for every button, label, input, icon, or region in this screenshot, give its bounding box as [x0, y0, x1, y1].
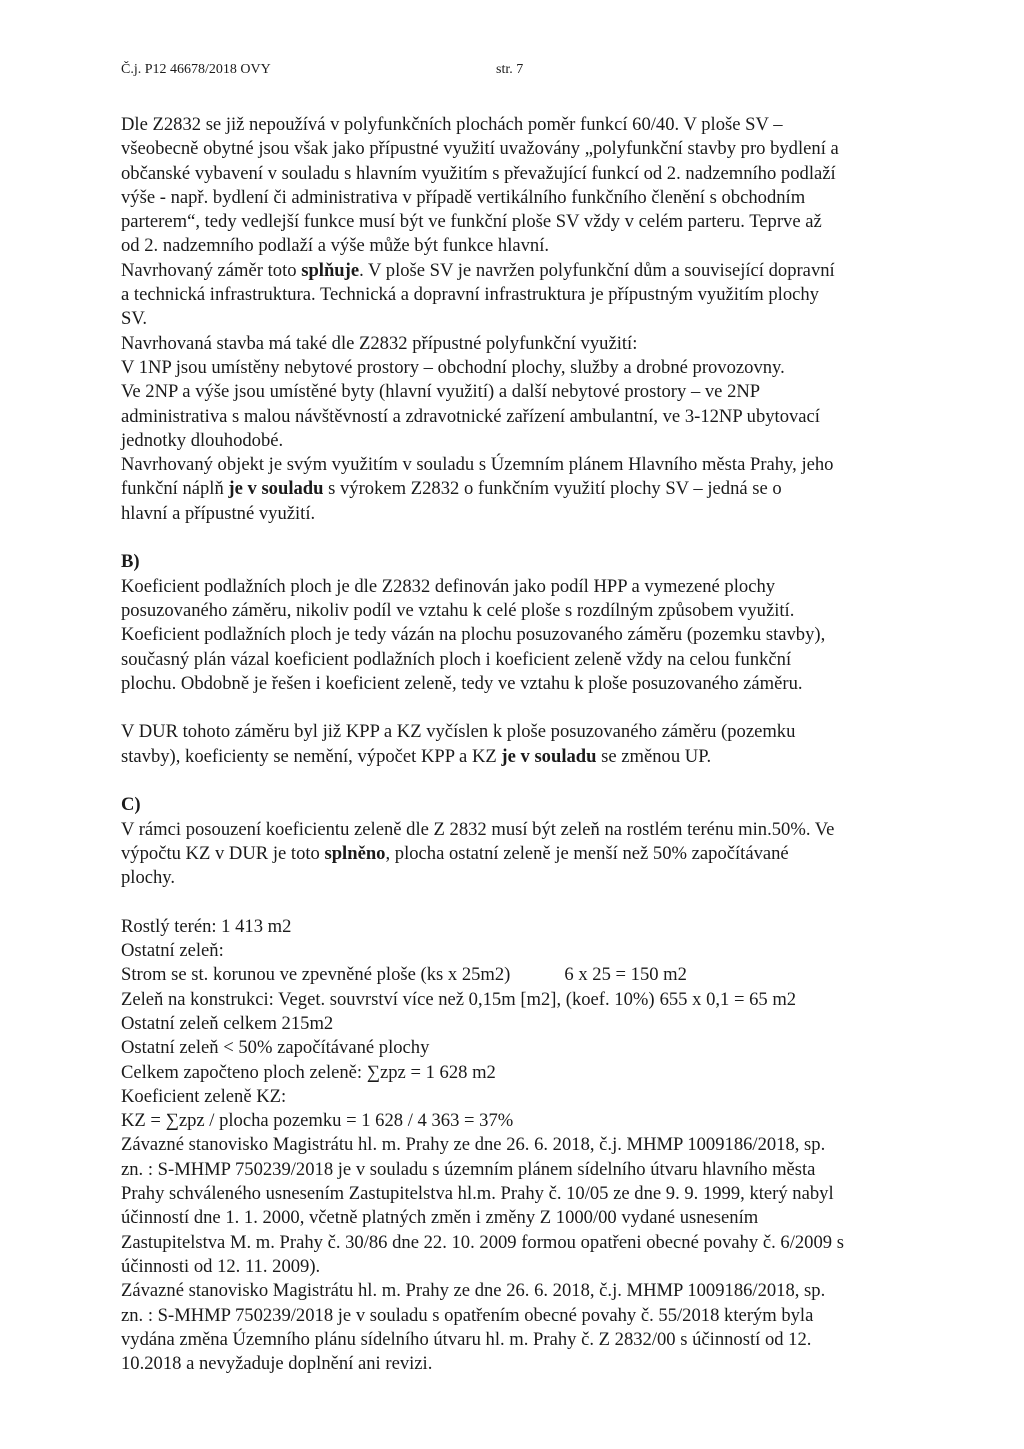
- spacer: [121, 891, 941, 915]
- paragraph-line: jednotky dlouhodobé.: [121, 429, 284, 451]
- binding-statement-2: [121, 1279, 941, 1376]
- calc-line: Ostatní zeleň < 50% započítávané plochy: [121, 1037, 430, 1059]
- paragraph-line: výše - např. bydlení či administrativa v případě vertikálního funkčního členění s obchodním: [121, 186, 806, 208]
- page-number: str. 7: [496, 62, 524, 77]
- text-run: se změnou UP.: [596, 745, 712, 767]
- paragraph-line: 10.2018 a nevyžaduje doplnění ani revizi.: [121, 1353, 433, 1375]
- text-run: funkční náplň: [121, 478, 229, 500]
- paragraph-line: hlavní a přípustné využití.: [121, 502, 316, 524]
- paragraph-line: Závazné stanovisko Magistrátu hl. m. Prahy ze dne 26. 6. 2018, č.j. MHMP 1009186/2018, sp.: [121, 1280, 826, 1302]
- paragraph-line: účinnosti od 12. 11. 2009).: [121, 1255, 321, 1277]
- calc-line: [121, 963, 941, 987]
- calc-line: Celkem započteno ploch zeleně: ∑zpz = 1 628 m2: [121, 1061, 496, 1083]
- paragraph-line: zn. : S-MHMP 750239/2018 je v souladu s opatřením obecné povahy č. 55/2018 kterým byla: [121, 1304, 814, 1326]
- calc-line: KZ = ∑zpz / plocha pozemku = 1 628 / 4 363 = 37%: [121, 1110, 514, 1132]
- section-c: [121, 793, 941, 1376]
- text-run: stavby), koeficienty se nemění, výpočet KPP a KZ: [121, 745, 502, 767]
- section-heading-text: B): [121, 551, 140, 573]
- calc-line: [121, 988, 941, 1012]
- paragraph-line: zn. : S-MHMP 750239/2018 je v souladu s územním plánem sídelního útvaru hlavního města: [121, 1158, 816, 1180]
- paragraph-line: V DUR tohoto záměru byl již KPP a KZ vyčíslen k ploše posuzovaného záměru (pozemku: [121, 721, 796, 743]
- document-reference: Č.j. P12 46678/2018 OVY: [121, 62, 271, 77]
- paragraph-line: plochu. Obdobně je řešen i koeficient zeleně, tedy ve vztahu k ploše posuzovaného záměru.: [121, 672, 803, 694]
- section-heading-text: C): [121, 794, 141, 816]
- paragraph-line: Ve 2NP a výše jsou umístěné byty (hlavní využití) a další nebytové prostory – ve 2NP: [121, 381, 761, 403]
- emphasis-text: je v souladu: [228, 478, 324, 500]
- paragraph-line: občanské vybavení v souladu s hlavním využitím s převažující funkcí od 2. nadzemního podlaží: [121, 162, 836, 184]
- calc-label: Strom se st. korunou ve zpevněné ploše (ks x 25m2): [121, 964, 511, 986]
- green-coefficient-calculation: [121, 915, 941, 1134]
- text-run: s výrokem Z2832 o funkčním využití plochy SV – jedná se o: [323, 478, 782, 500]
- spacer: [121, 696, 941, 720]
- paragraph-line: plochy.: [121, 867, 176, 889]
- paragraph-line: Závazné stanovisko Magistrátu hl. m. Prahy ze dne 26. 6. 2018, č.j. MHMP 1009186/2018, sp.: [121, 1134, 826, 1156]
- emphasis-text: splňuje: [301, 259, 360, 281]
- section-heading: [121, 793, 941, 817]
- text-run: , plocha ostatní zeleně je menší než 50% započítávané: [385, 842, 789, 864]
- paragraph-line: současný plán vázal koeficient podlažních ploch i koeficient zeleně vždy na celou funkční: [121, 648, 792, 670]
- emphasis-text: splněno: [324, 842, 386, 864]
- paragraph-line: účinností dne 1. 1. 2000, včetně platných změn i změny Z 1000/00 vydané usnesením: [121, 1207, 759, 1229]
- paragraph-line: vydána změna Územního plánu sídelního útvaru hl. m. Prahy č. Z 2832/00 s účinností od 12.: [121, 1328, 812, 1350]
- section-b: [121, 550, 941, 769]
- paragraph-line: SV.: [121, 308, 148, 330]
- section-a: [121, 113, 941, 526]
- calc-label: Zeleň na konstrukci: Veget. souvrství více než 0,15m [m2], (koef. 10%): [121, 988, 655, 1010]
- paragraph-line: [121, 259, 941, 283]
- paragraph-line: Navrhovaný objekt je svým využitím v souladu s Územním plánem Hlavního města Prahy, jeho: [121, 454, 834, 476]
- paragraph-line: Prahy schváleného usnesením Zastupitelstva hl.m. Prahy č. 10/05 ze dne 9. 9. 1999, který nabyl: [121, 1183, 834, 1205]
- paragraph-line: Navrhovaná stavba má také dle Z2832 přípustné polyfunkční využití:: [121, 332, 638, 354]
- paragraph-line: V 1NP jsou umístěny nebytové prostory – obchodní plochy, služby a drobné provozovny.: [121, 356, 785, 378]
- paragraph-line: od 2. nadzemního podlaží a výše může být funkce hlavní.: [121, 235, 550, 257]
- text-run: . V ploše SV je navržen polyfunkční dům a související dopravní: [359, 259, 835, 281]
- paragraph-line: [121, 745, 941, 769]
- paragraph-line: V rámci posouzení koeficientu zeleně dle Z 2832 musí být zeleň na rostlém terénu min.50%. Ve: [121, 818, 835, 840]
- text-run: Navrhovaný záměr toto: [121, 259, 302, 281]
- calc-value: 655 x 0,1 = 65 m2: [659, 988, 797, 1010]
- paragraph-line: Koeficient podlažních ploch je dle Z2832 definován jako podíl HPP a vymezené plochy: [121, 575, 776, 597]
- calc-line: Ostatní zeleň:: [121, 940, 224, 962]
- calc-value: 6 x 25 = 150 m2: [564, 964, 687, 986]
- calc-line: Rostlý terén: 1 413 m2: [121, 915, 292, 937]
- paragraph-line: [121, 842, 941, 866]
- spacer: [121, 769, 941, 793]
- paragraph-line: všeobecně obytné jsou však jako přípustné využití uvažovány „polyfunkční stavby pro bydlení a: [121, 138, 839, 160]
- binding-statement-1: [121, 1133, 941, 1279]
- paragraph-line: Koeficient podlažních ploch je tedy vázán na plochu posuzovaného záměru (pozemku stavby),: [121, 624, 826, 646]
- paragraph-line: Zastupitelstva M. m. Prahy č. 30/86 dne 22. 10. 2009 formou opatřeni obecné povahy č. 6/2009 s: [121, 1231, 844, 1253]
- calc-line: Koeficient zeleně KZ:: [121, 1085, 287, 1107]
- paragraph-line: a technická infrastruktura. Technická a dopravní infrastruktura je přípustným využitím plochy: [121, 284, 819, 306]
- paragraph-line: [121, 477, 941, 501]
- emphasis-text: je v souladu: [501, 745, 597, 767]
- spacer: [121, 526, 941, 550]
- paragraph-line: parterem“, tedy vedlejší funkce musí být ve funkční ploše SV vždy v celém parteru. Teprve až: [121, 211, 822, 233]
- document-body: [121, 113, 941, 1376]
- section-heading: [121, 550, 941, 574]
- paragraph-line: Dle Z2832 se již nepoužívá v polyfunkčních plochách poměr funkcí 60/40. V ploše SV –: [121, 114, 783, 135]
- paragraph-line: posuzovaného záměru, nikoliv podíl ve vztahu k celé ploše s rozdílným způsobem využití.: [121, 599, 795, 621]
- calc-line: Ostatní zeleň celkem 215m2: [121, 1012, 334, 1034]
- text-run: výpočtu KZ v DUR je toto: [121, 842, 325, 864]
- paragraph-line: administrativa s malou návštěvností a zdravotnické zařízení ambulantní, ve 3-12NP ubytovací: [121, 405, 820, 427]
